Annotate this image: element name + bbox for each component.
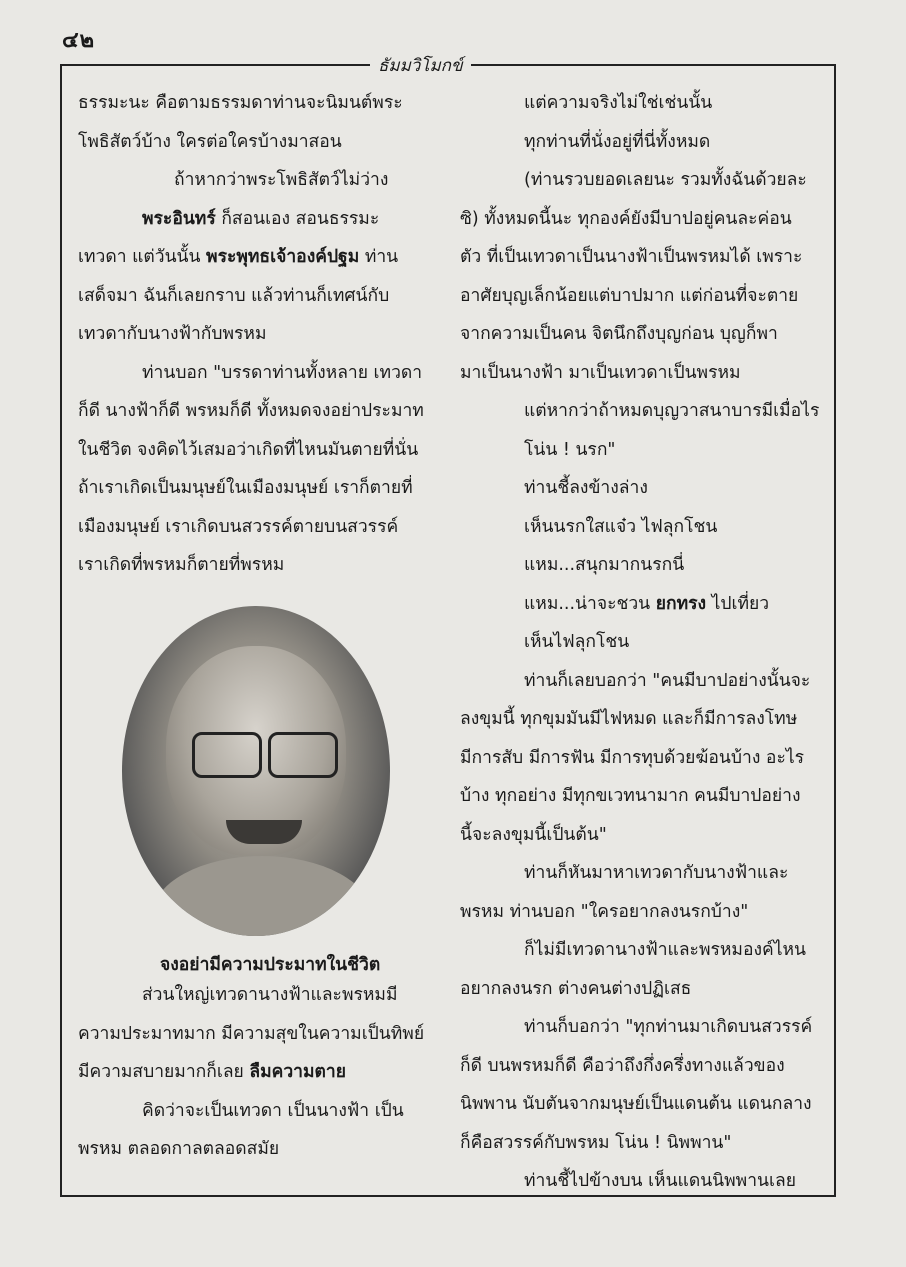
text-span: เทวดา แต่วันนั้น (78, 247, 207, 267)
paragraph-line: โพธิสัตว์บ้าง ใครต่อใครบ้างมาสอน (78, 131, 342, 152)
paragraph-line (78, 200, 438, 239)
paragraph-line: พรหม ท่านบอก "ใครอยากลงนรกบ้าง" (460, 901, 749, 922)
paragraph-line: ท่านก็หันมาหาเทวดากับนางฟ้าและ (524, 863, 789, 883)
paragraph-line: มีการสับ มีการฟัน มีการทุบด้วยฆ้อนบ้าง อะไร (460, 747, 805, 768)
paragraph-line (78, 238, 438, 277)
paragraph-line: เมืองมนุษย์ เราเกิดบนสวรรค์ตายบนสวรรค์ (78, 516, 399, 537)
paragraph-line: เห็นไฟลุกโชน (524, 632, 630, 652)
paragraph-line: ก็ดี บนพรหมก็ดี คือว่าถึงกึ่งครึ่งทางแล้วของ (460, 1055, 785, 1076)
paragraph-line: ก็ไม่มีเทวดานางฟ้าและพรหมองค์ไหน (524, 940, 807, 960)
page-number: ๔๒ (62, 28, 96, 53)
paragraph-line: ท่านชี้ไปข้างบน เห็นแดนนิพพานเลย (524, 1171, 796, 1191)
section-heading: จงอย่ามีความประมาทในชีวิต (160, 955, 381, 975)
paragraph-line: ถ้าเราเกิดเป็นมนุษย์ในเมืองมนุษย์ เราก็ตายที่ (78, 478, 413, 498)
paragraph-line: ซิ) ทั้งหมดนี้นะ ทุกองค์ยังมีบาปอยู่คนละค่อน (460, 208, 792, 229)
paragraph-line: ท่านบอก "บรรดาท่านทั้งหลาย เทวดา (142, 362, 423, 383)
photo-glasses-right (268, 732, 338, 778)
paragraph-line: นี้จะลงขุมนี้เป็นต้น" (460, 824, 607, 845)
paragraph-line: แต่หากว่าถ้าหมดบุญวาสนาบารมีเมื่อไร (524, 401, 820, 421)
paragraph-line (78, 1053, 438, 1092)
bold-yoksong: ยกทรง (655, 593, 707, 614)
paragraph-line (460, 585, 820, 624)
paragraph-line: ส่วนใหญ่เทวดานางฟ้าและพรหมมี (142, 985, 398, 1005)
paragraph-line: ความประมาทมาก มีความสุขในความเป็นทิพย์ (78, 1023, 425, 1044)
text-span: ไปเที่ยว (706, 593, 770, 614)
paragraph-line: เทวดากับนางฟ้ากับพรหม (78, 324, 267, 344)
paragraph-line: พรหม ตลอดกาลตลอดสมัย (78, 1139, 280, 1159)
paragraph-line: เราเกิดที่พรหมก็ตายที่พรหม (78, 555, 285, 575)
paragraph-line: บ้าง ทุกอย่าง มีทุกขเวทนามาก คนมีบาปอย่าง (460, 786, 801, 806)
text-span: มีความสบายมากก็เลย (78, 1062, 250, 1082)
paragraph-line: ในชีวิต จงคิดไว้เสมอว่าเกิดที่ไหนมันตายที่นั่น (78, 439, 419, 460)
text-span: แหม...น่าจะชวน (524, 593, 656, 614)
paragraph-line: เสด็จมา ฉันก็เลยกราบ แล้วท่านก็เทศน์กับ (78, 285, 390, 306)
photo-glasses-left (192, 732, 262, 778)
bold-name-indra: พระอินทร์ (142, 208, 216, 229)
left-column (78, 84, 438, 585)
paragraph-line: ท่านก็เลยบอกว่า "คนมีบาปอย่างนั้นจะ (524, 670, 811, 691)
paragraph-line: ธรรมะนะ คือตามธรรมดาท่านจะนิมนต์พระ (78, 93, 403, 113)
paragraph-line: คิดว่าจะเป็นเทวดา เป็นนางฟ้า เป็น (142, 1100, 404, 1121)
paragraph-line: จากความเป็นคน จิตนึกถึงบุญก่อน บุญก็พา (460, 324, 778, 344)
paragraph-line: ก็ดี นางฟ้าก็ดี พรหมก็ดี ทั้งหมดจงอย่าประมาท (78, 401, 424, 421)
paragraph-line: มาเป็นนางฟ้า มาเป็นเทวดาเป็นพรหม (460, 362, 741, 383)
right-column (460, 84, 820, 1201)
paragraph-line: (ท่านรวบยอดเลยนะ รวมทั้งฉันด้วยละ (524, 170, 807, 190)
photo-robe (152, 856, 372, 936)
left-column-bottom (78, 976, 438, 1169)
paragraph-line: แต่ความจริงไม่ใช่เช่นนั้น (524, 93, 713, 113)
paragraph-line: อาศัยบุญเล็กน้อยแต่บาปมาก แต่ก่อนที่จะตาย (460, 285, 799, 306)
photo-smile (226, 820, 302, 844)
paragraph-line: ท่านชี้ลงข้างล่าง (524, 478, 648, 498)
paragraph-line: ก็คือสวรรค์กับพรหม โน่น ! นิพพาน" (460, 1132, 732, 1153)
portrait-photo (122, 606, 390, 936)
paragraph-line: เห็นนรกใสแจ๋ว ไฟลุกโชน (524, 516, 718, 537)
paragraph-line: นิพพาน นับตันจากมนุษย์เป็นแดนต้น แดนกลาง (460, 1094, 812, 1114)
paragraph-line: ลงขุมนี้ ทุกขุมมันมีไฟหมด และก็มีการลงโทษ (460, 709, 798, 729)
paragraph-line: ถ้าหากว่าพระโพธิสัตว์ไม่ว่าง (174, 170, 389, 190)
bold-forget-death: ลืมความตาย (249, 1062, 346, 1082)
paragraph-line: ทุกท่านที่นั่งอยู่ที่นี่ทั้งหมด (524, 131, 711, 152)
paragraph-line: แหม...สนุกมากนรกนี่ (524, 555, 685, 575)
paragraph-line: โน่น ! นรก" (524, 439, 616, 460)
text-span: ท่าน (359, 247, 399, 267)
running-head: ธัมมวิโมกข์ (370, 52, 471, 79)
paragraph-line: อยากลงนรก ต่างคนต่างปฏิเสธ (460, 978, 692, 999)
text-span: ก็สอนเอง สอนธรรมะ (215, 208, 380, 229)
bold-name-buddha: พระพุทธเจ้าองค์ปฐม (206, 247, 360, 267)
paragraph-line: ตัว ที่เป็นเทวดาเป็นนางฟ้าเป็นพรหมได้ เพราะ (460, 247, 803, 267)
paragraph-line: ท่านก็บอกว่า "ทุกท่านมาเกิดบนสวรรค์ (524, 1017, 813, 1037)
